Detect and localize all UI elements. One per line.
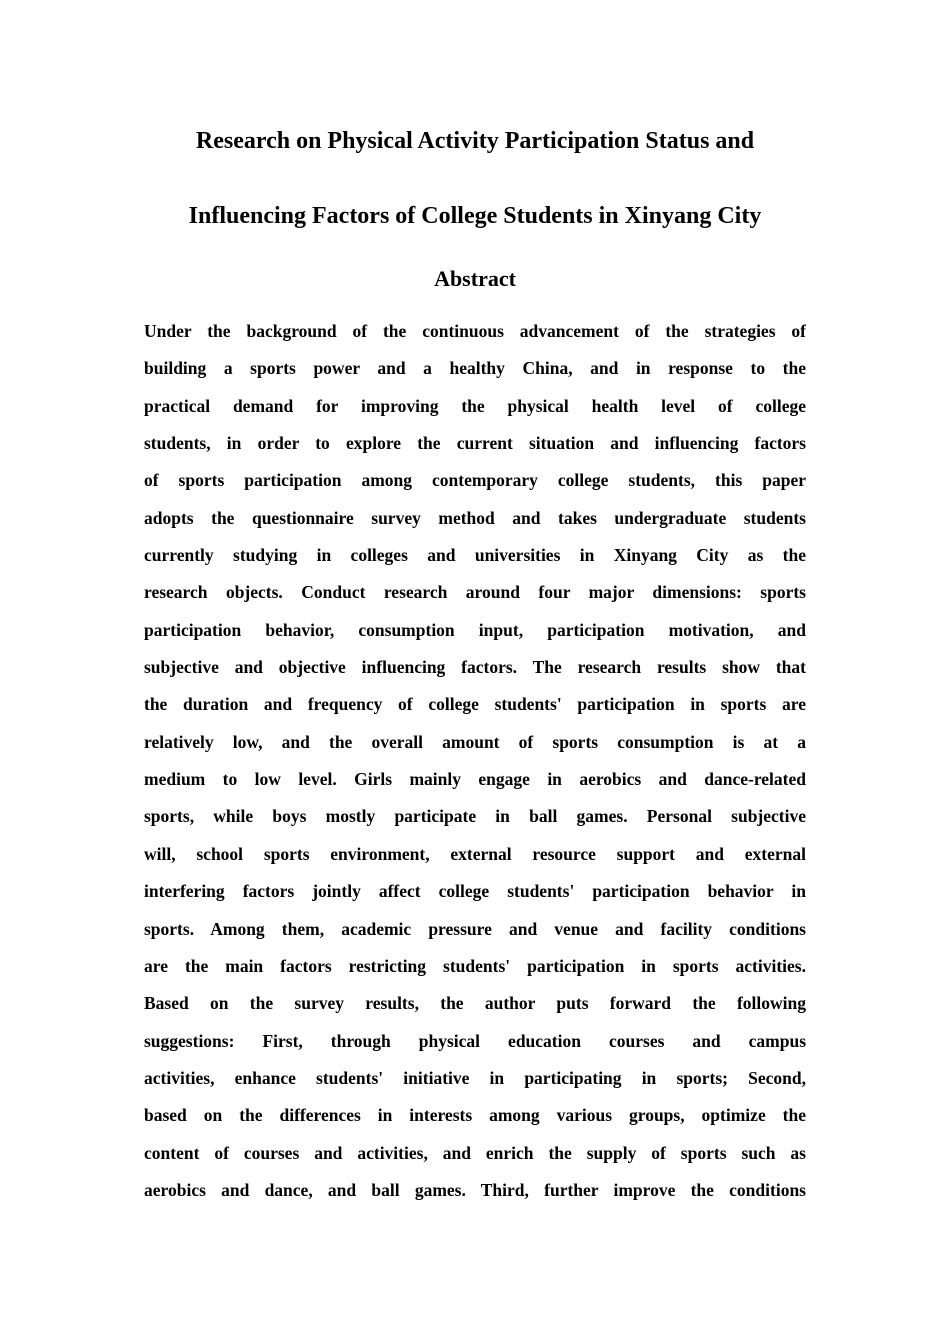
paper-title-line-1: Research on Physical Activity Participation Status and — [195, 128, 755, 154]
abstract-line: content of courses and activities, and enrich the supply of sports such as — [144, 1142, 806, 1163]
abstract-line: suggestions: First, through physical education courses and campus — [144, 1030, 806, 1051]
abstract-line: subjective and objective influencing factors. The research results show that — [144, 657, 806, 678]
abstract-line: Under the background of the continuous advancement of the strategies of — [144, 321, 806, 341]
abstract-line: based on the differences in interests among various groups, optimize the — [144, 1105, 806, 1126]
abstract-line: medium to low level. Girls mainly engage in aerobics and dance-related — [144, 769, 806, 790]
abstract-line: currently studying in colleges and universities in Xinyang City as the — [144, 545, 806, 566]
abstract-heading: Abstract — [434, 266, 516, 291]
abstract-line: interfering factors jointly affect college students' participation behavior in — [144, 881, 806, 902]
abstract-line: participation behavior, consumption input, participation motivation, and — [144, 619, 806, 640]
abstract-line: Based on the survey results, the author puts forward the following — [144, 993, 806, 1014]
abstract-line: of sports participation among contemporary college students, this paper — [144, 470, 806, 491]
abstract-line: activities, enhance students' initiative in participating in sports; Second, — [144, 1067, 806, 1088]
paper-title-line-2: Influencing Factors of College Students in Xinyang City — [188, 203, 762, 229]
abstract-line: sports. Among them, academic pressure and venue and facility conditions — [144, 918, 806, 939]
abstract-line: research objects. Conduct research around four major dimensions: sports — [144, 582, 806, 603]
abstract-line: aerobics and dance, and ball games. Third, further improve the conditions — [144, 1179, 806, 1200]
abstract-line: adopts the questionnaire survey method and takes undergraduate students — [144, 507, 806, 528]
abstract-line: building a sports power and a healthy China, and in response to the — [144, 358, 806, 379]
abstract-line: students, in order to explore the current situation and influencing factors — [144, 433, 806, 454]
abstract-line: relatively low, and the overall amount of sports consumption is at a — [144, 731, 806, 752]
abstract-line: will, school sports environment, external resource support and external — [144, 843, 806, 864]
abstract-line: are the main factors restricting students' participation in sports activities. — [144, 955, 806, 976]
abstract-line: the duration and frequency of college students' participation in sports are — [144, 694, 806, 715]
abstract-body — [144, 318, 806, 1214]
abstract-line: practical demand for improving the physical health level of college — [144, 395, 806, 416]
abstract-line: sports, while boys mostly participate in ball games. Personal subjective — [144, 806, 806, 827]
